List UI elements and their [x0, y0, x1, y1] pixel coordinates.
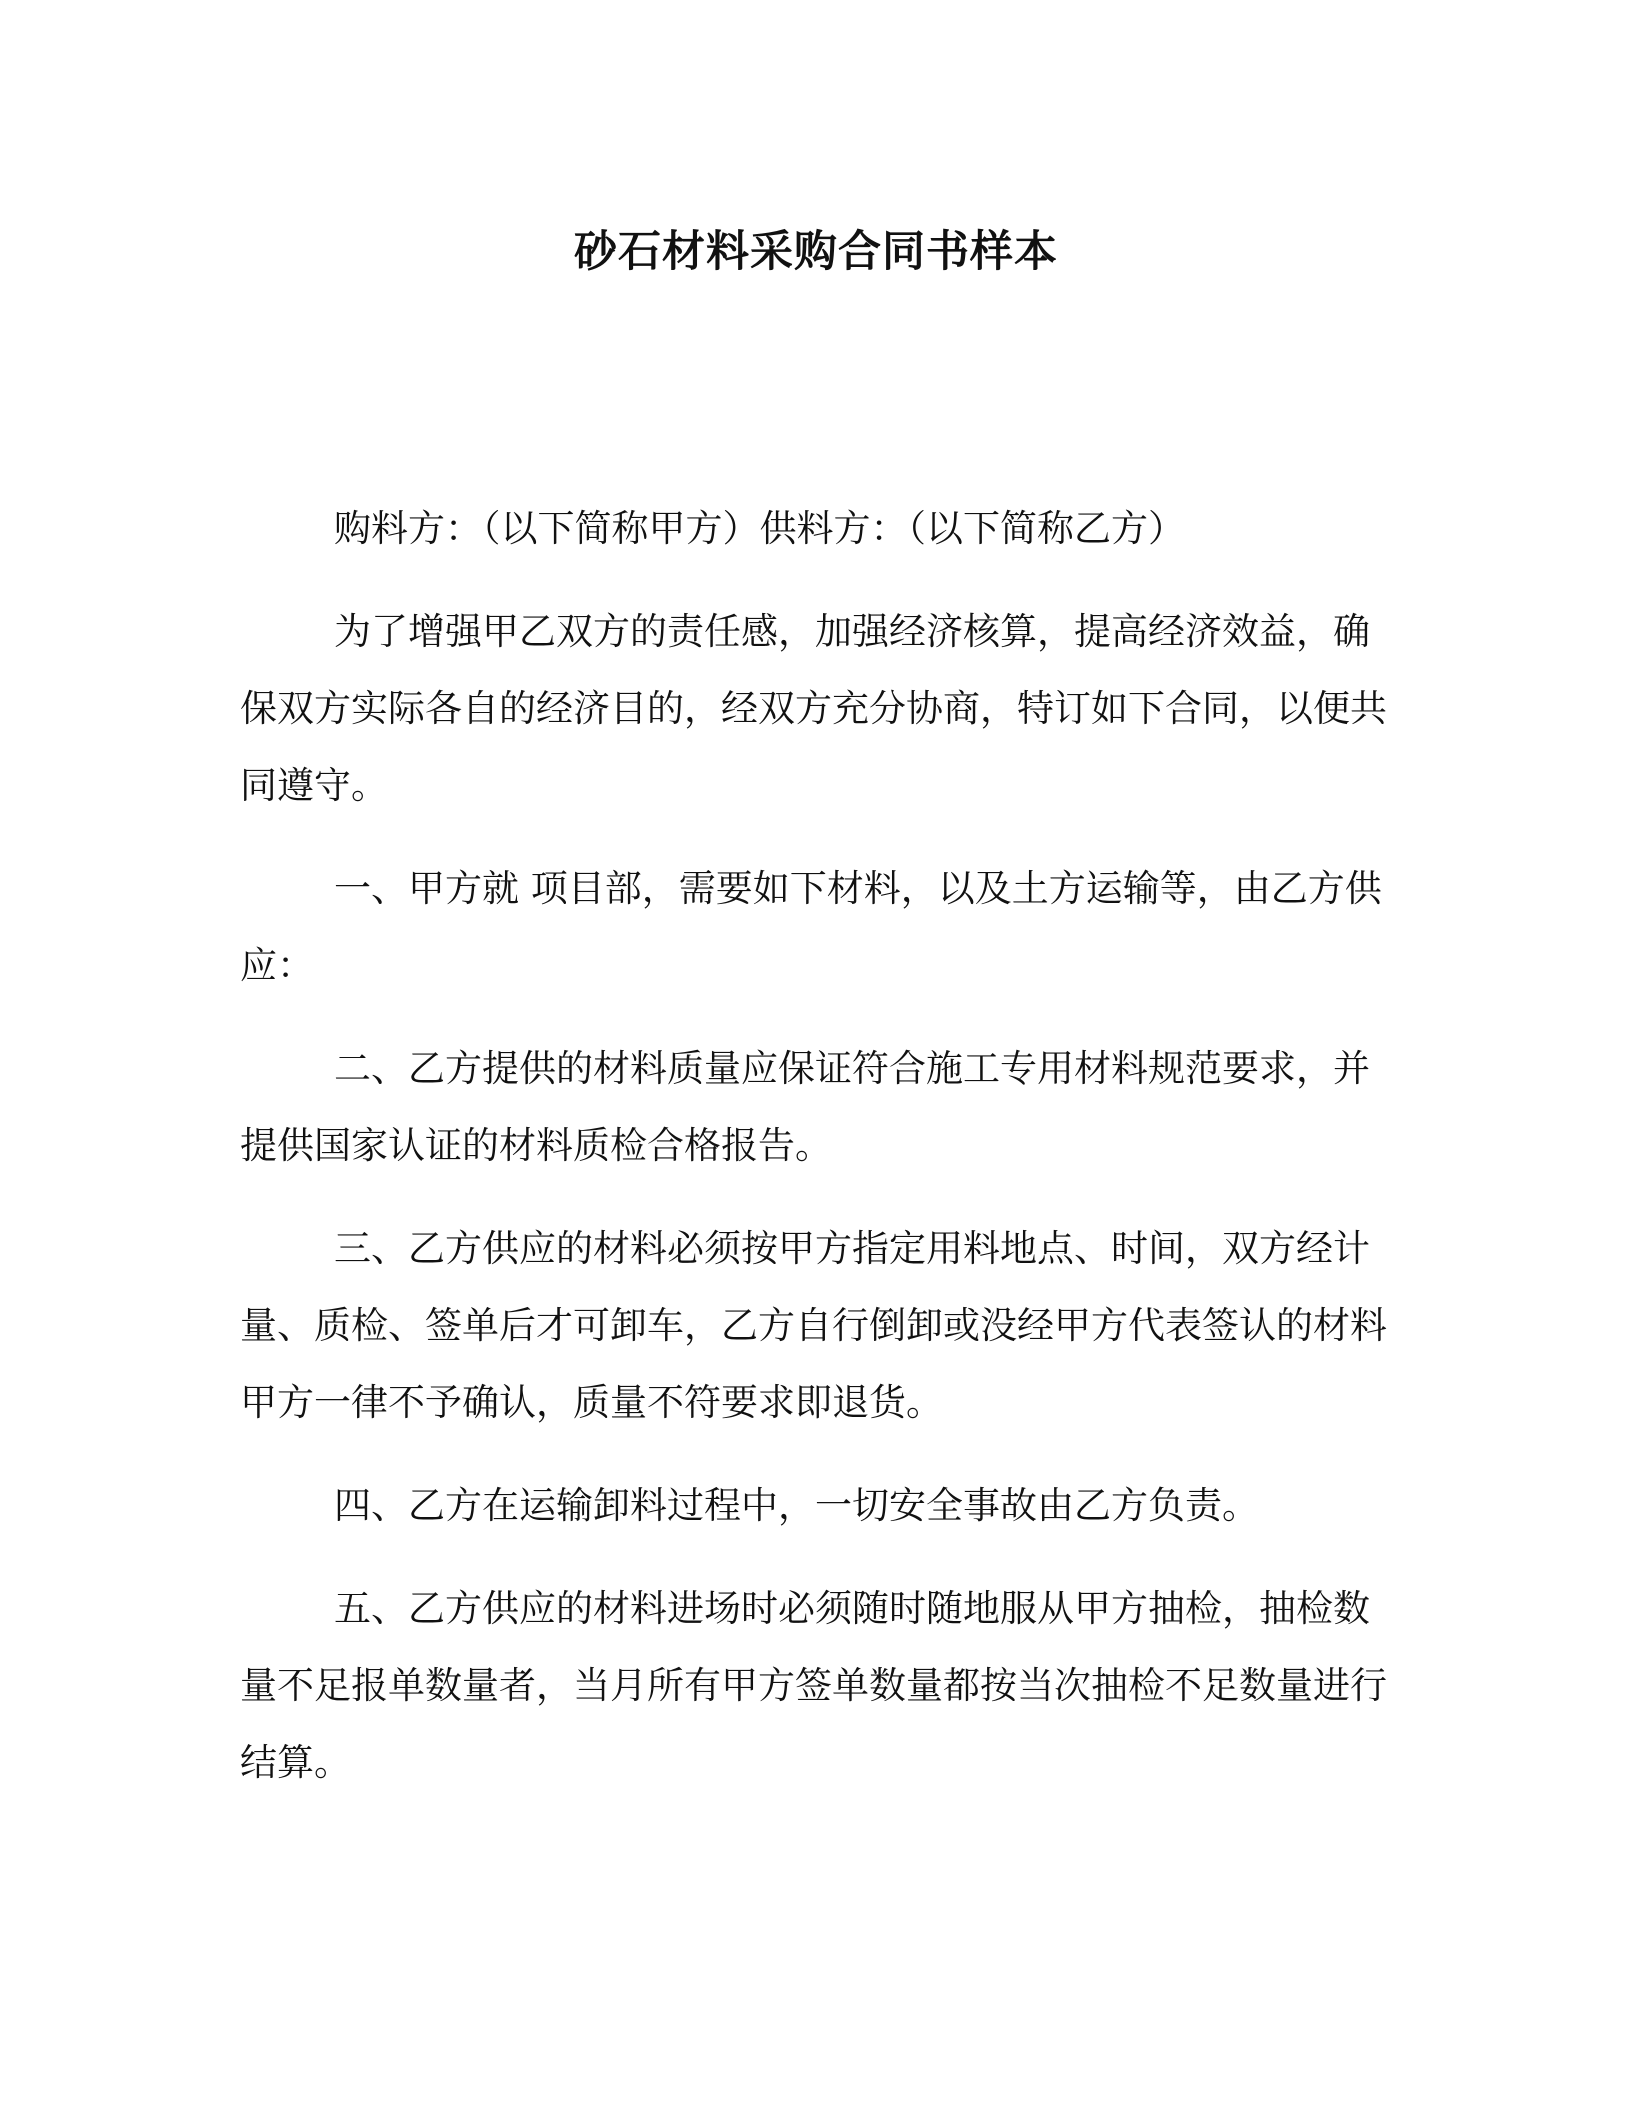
parties-paragraph: 购料方：（以下简称甲方）供料方：（以下简称乙方）: [334, 507, 1185, 550]
document-title: 砂石材料采购合同书样本: [574, 227, 1058, 277]
clause-2-paragraph: 二、乙方提供的材料质量应保证符合施工专用材料规范要求，并提供国家认证的材料质检合格报告。: [240, 1047, 1370, 1167]
clause-3-paragraph: 三、乙方供应的材料必须按甲方指定用料地点、时间，双方经计量、质检、签单后才可卸车，乙方自行倒卸或没经甲方代表签认的材料甲方一律不予确认，质量不符要求即退货。: [240, 1227, 1387, 1424]
clause-1-paragraph: 一、甲方就 项目部，需要如下材料，以及土方运输等，由乙方供应：: [240, 867, 1382, 987]
clause-5-paragraph: 五、乙方供应的材料进场时必须随时随地服从甲方抽检，抽检数量不足报单数量者，当月所有甲方签单数量都按当次抽检不足数量进行结算。: [240, 1587, 1387, 1784]
preamble-paragraph: 为了增强甲乙双方的责任感，加强经济核算，提高经济效益，确保双方实际各自的经济目的，经双方充分协商，特订如下合同，以便共同遵守。: [240, 610, 1387, 807]
document-body: [240, 490, 1390, 1827]
clause-4-paragraph: 四、乙方在运输卸料过程中，一切安全事故由乙方负责。: [334, 1484, 1259, 1527]
